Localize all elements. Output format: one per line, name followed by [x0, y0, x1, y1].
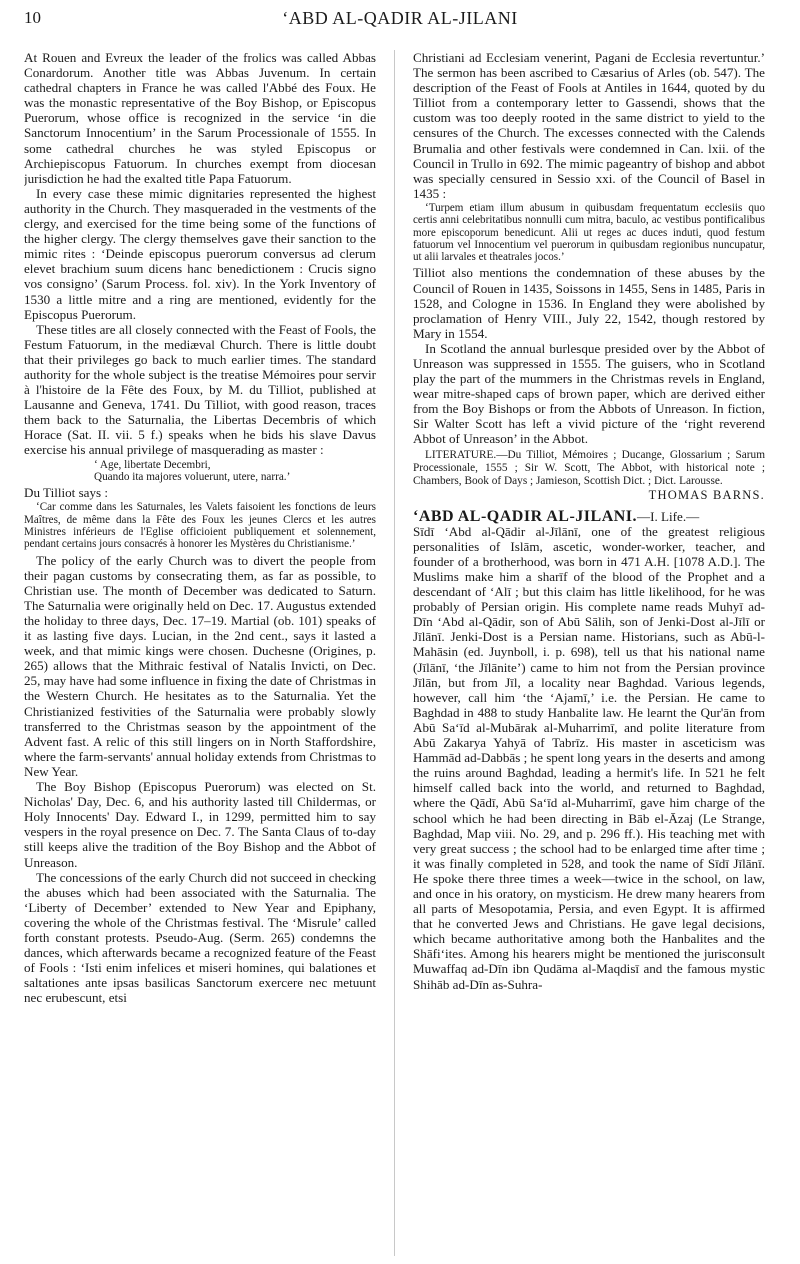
block-quote: ‘Turpem etiam illum abusum in quibusdam frequentatum ecclesiis quo certis anni celebritatibus nonnulli cum mitra, baculo, ac vestibus pontificalibus more episcoporum benedicunt. Alii ut reges ac duces induti, quod festum fatuorum vel Innocentium vel puerorum in quibusdam regionibus nuncupatur, ut alii larvales et theatrales jocos.’ — [413, 201, 765, 264]
paragraph: The concessions of the early Church did not succeed in checking the abuses which had been associated with the Saturnalia. The ‘Liberty of December’ extended to New Year and Epiphany, covering the whole of the Christmas festival. The ‘Misrule’ called forth constant protests. Pseudo-Aug. (Serm. 265) condemns the dances, which afterwards became a recognized feature of the Feast of Fools : ‘Isti enim infelices et miseri homines, qui balationes et saltationes ante ipsas basilicas Sanctorum exercere nec metuunt nec erubescunt, etsi — [24, 869, 376, 1006]
paragraph: At Rouen and Evreux the leader of the frolics was called Abbas Conardorum. Another title was Abbas Juvenum. In certain cathedral chapters in France he was called l'Abbé des Foux. He was the monastic representative of the Boy Bishop, or Episcopus Puerorum, whose office is recognized in the service ‘in die Sanctorum Innocentium’ in the Sarum Processionale of 1555. In some cathedral churches he was styled Episcopus or Archiepiscopus Fatuorum. In churches exempt from diocesan jurisdiction he had the exalted title Papa Fatuorum. — [24, 50, 376, 186]
page-header — [24, 8, 776, 42]
article-author: THOMAS BARNS. — [648, 487, 765, 502]
literature-list: LITERATURE.—Du Tilliot, Mémoires ; Ducange, Glossarium ; Sarum Processionale, 1555 ; Sir W. Scott, The Abbot, with historical note ; Chambers, Book of Days ; Jamieson, Scottish Dict. ; Dict. Larousse. — [413, 448, 765, 487]
paragraph: The Boy Bishop (Episcopus Puerorum) was elected on St. Nicholas' Day, Dec. 6, and his authority lasted till Childermas, or Holy Innocents' Day. Edward I., in 1299, permitted him to say vespers in the royal presence on Dec. 7. The Santa Claus of to-day still keeps alive the tradition of the Boy Bishop and the Abbot of Unreason. — [24, 779, 376, 870]
verse-line: Quando ita majores voluerunt, utere, narra.’ — [94, 470, 291, 483]
right-column — [413, 50, 765, 1256]
paragraph: These titles are all closely connected with the Feast of Fools, the Festum Fatuorum, in the mediæval Church. There is little doubt that their privileges go back to much earlier times. The standard authority for the whole subject is the treatise Mémoires pour servir à l'histoire de la Fête des Foux, by M. du Tilliot, published at Lausanne and Geneva, 1741. Du Tilliot, with good reason, traces them back to the Saturnalia, the Libertas Decembris of which Horace (Sat. II. vii. 5 f.) speaks when he bids his slave Davus exercise his annual privilege of masquerading as master : — [24, 321, 376, 458]
paragraph: Christiani ad Ecclesiam venerint, Pagani de Ecclesia revertuntur.’ The sermon has been ascribed to Cæsarius of Arles (ob. 547). The description of the Feast of Fools at Antiles in 1644, quoted by du Tilliot from a contemporary letter to Gassendi, shows that the custom was too deeply rooted in the same district to yield to the censures of the Church. The excesses connected with the Calends Brumalia and other festivals were condemned in Can. lxii. of the Council in Trullo in 692. The mimic pageantry of bishop and abbot was specially censured in Sessio xxi. of the Council of Basel in 1435 : — [413, 50, 765, 201]
left-column — [24, 50, 376, 1256]
paragraph: In every case these mimic dignitaries represented the highest authority in the Church. They masqueraded in the vestments of the clergy, and exercised for the time being some of the functions of the higher clergy. The clergy themselves gave their sanction to the mimic rites : ‘Deinde episcopus puerorum conversus ad clerum elevet brachium suum dicens hanc benedictionem : Crucis signo vos consigno’ (Sarum Process. fol. xiv). In the York Inventory of 1530 a little mitre and a ring are mentioned, evidently for the Episcopus Puerorum. — [24, 185, 376, 322]
entry-heading-line — [413, 509, 765, 524]
entry-section-label: —I. Life.— — [637, 508, 700, 524]
verse-quote — [94, 459, 376, 484]
entry-title: ‘ABD AL-QADIR AL-JILANI. — [413, 507, 638, 525]
paragraph: In Scotland the annual burlesque presided over by the Abbot of Unreason was suppressed in 1555. The guisers, who in Scotland play the part of the mummers in the Christmas revels in England, wear mitre-shaped caps of brown paper, which are derived either from the Boy Bishops or from the Abbots of Unreason. In fiction, Sir Walter Scott has left a vivid picture of the ‘right reverend Abbot of Unreason’ in the Abbot. — [413, 340, 765, 447]
paragraph: Sīdī ‘Abd al-Qādir al-Jīlānī, one of the greatest religious personalities of Islām, ascetic, wonder-worker, teacher, and founder of a brotherhood, was born in 471 A.H. [1078 A.D.]. The Muslims make him a sharīf of the blood of the Prophet and a descendant of ‘Alī ; but this claim has little likelihood, for he was probably of Persian origin. His complete name reads Muhyī ad-Dīn ‘Abd al-Qādir, son of Abū Sālih, son of Jenki-Dost al-Jīlī or Jīlānī. Jenki-Dost is a Persian name. Historians, such as Abū-l-Mahāsin (ed. Juynboll, i. p. 698), tell us that his national name (Jīlānī, ‘the Jīlānite’) came to him not from the Persian province Jīlān, but from Jīl, a locality near Baghdad. Various legends, however, call him ‘the ‘Ajamī,’ i.e. the Persian. He came to Baghdad in 488 to study Hanbalite law. He learnt the Qur'ān from Abū Sa‘īd al-Mubārak al-Muharrimī, and polite literature from Abū Zakarya Yahyā of Tabrīz. His master in asceticism was Hammād ad-Dabbās ; he spent long years in the deserts and among the ruins around Baghdad, leading a hermit's life. In 521 he felt himself called back into the world, and returned to Baghdad, where the Qādī, Abū Sa‘īd al-Muharrimī, gave him charge of the school which he had been directing in Bāb el-Āzaj (Le Strange, Baghdad, Map viii. No. 29, and p. 296 ff.). His teaching met with very great success ; the school had to be enlarged time after time ; it was finally completed in 528, and took the name of Sīdī Jīlānī. He spoke there three times a week—twice in the school, on law, and once in his oratory, on mysticism. He drew many hearers from all parts of Mesopotamia, Persia, and even Egypt. It is affirmed that he converted Jews and Christians. He gave legal decisions, which became authoritative among both the Hanbalites and the Shāfi‘ites. Among his hearers might be mentioned the jurisconsult Muwaffaq ad-Dīn ibn Qudāma al-Maqdisī and the famous mystic Shihāb ad-Dīn as-Suhra- — [413, 523, 765, 992]
column-divider — [394, 50, 395, 1256]
paragraph: Du Tilliot says : — [24, 485, 109, 501]
block-quote: ‘Car comme dans les Saturnales, les Valets faisoient les fonctions de leurs Maîtres, de même dans la Fête des Foux les jeunes Clercs et les autres Ministres inférieurs de l'Eglise officioient publiquement et solennement, pendant certains jours consacrés à honorer les Mystères du Christianisme.’ — [24, 501, 376, 551]
paragraph: The policy of the early Church was to divert the people from their pagan customs by consecrating them, as far as possible, to Christian use. The month of December was dedicated to Saturn. The Saturnalia were originally held on Dec. 17. Augustus extended the holiday to three days, Dec. 17–19. Martial (ob. 101) speaks of it as lasting five days. Lucian, in the 2nd cent., says it lasted a week, and that mimic kings were chosen. Duchesne (Origines, p. 265) allows that the Mithraic festival of Natalis Invicti, on Dec. 25, may have had some influence in fixing the date of Christmas in the Western Church. He hesitates as to the Saturnalia. Yet the Christianized festivities of the Saturnalia were probably slowly transferred to the Christmas season by the appointment of the Advent fast. A relic of this still lingers on in North Staffordshire, where the farm-servants' annual holiday extends from Christmas to New Year. — [24, 552, 376, 779]
paragraph: Tilliot also mentions the condemnation of these abuses by the Council of Rouen in 1435, Soissons in 1455, Sens in 1485, Paris in 1528, and Cologne in 1536. In England they were abolished by proclamation of Henry VIII., July 22, 1542, though restored by Mary in 1554. — [413, 265, 765, 341]
running-title: ‘ABD AL-QADIR AL-JILANI — [282, 8, 518, 28]
verse-line: ‘ Age, libertate Decembri, — [94, 458, 211, 471]
page-number: 10 — [24, 8, 41, 27]
